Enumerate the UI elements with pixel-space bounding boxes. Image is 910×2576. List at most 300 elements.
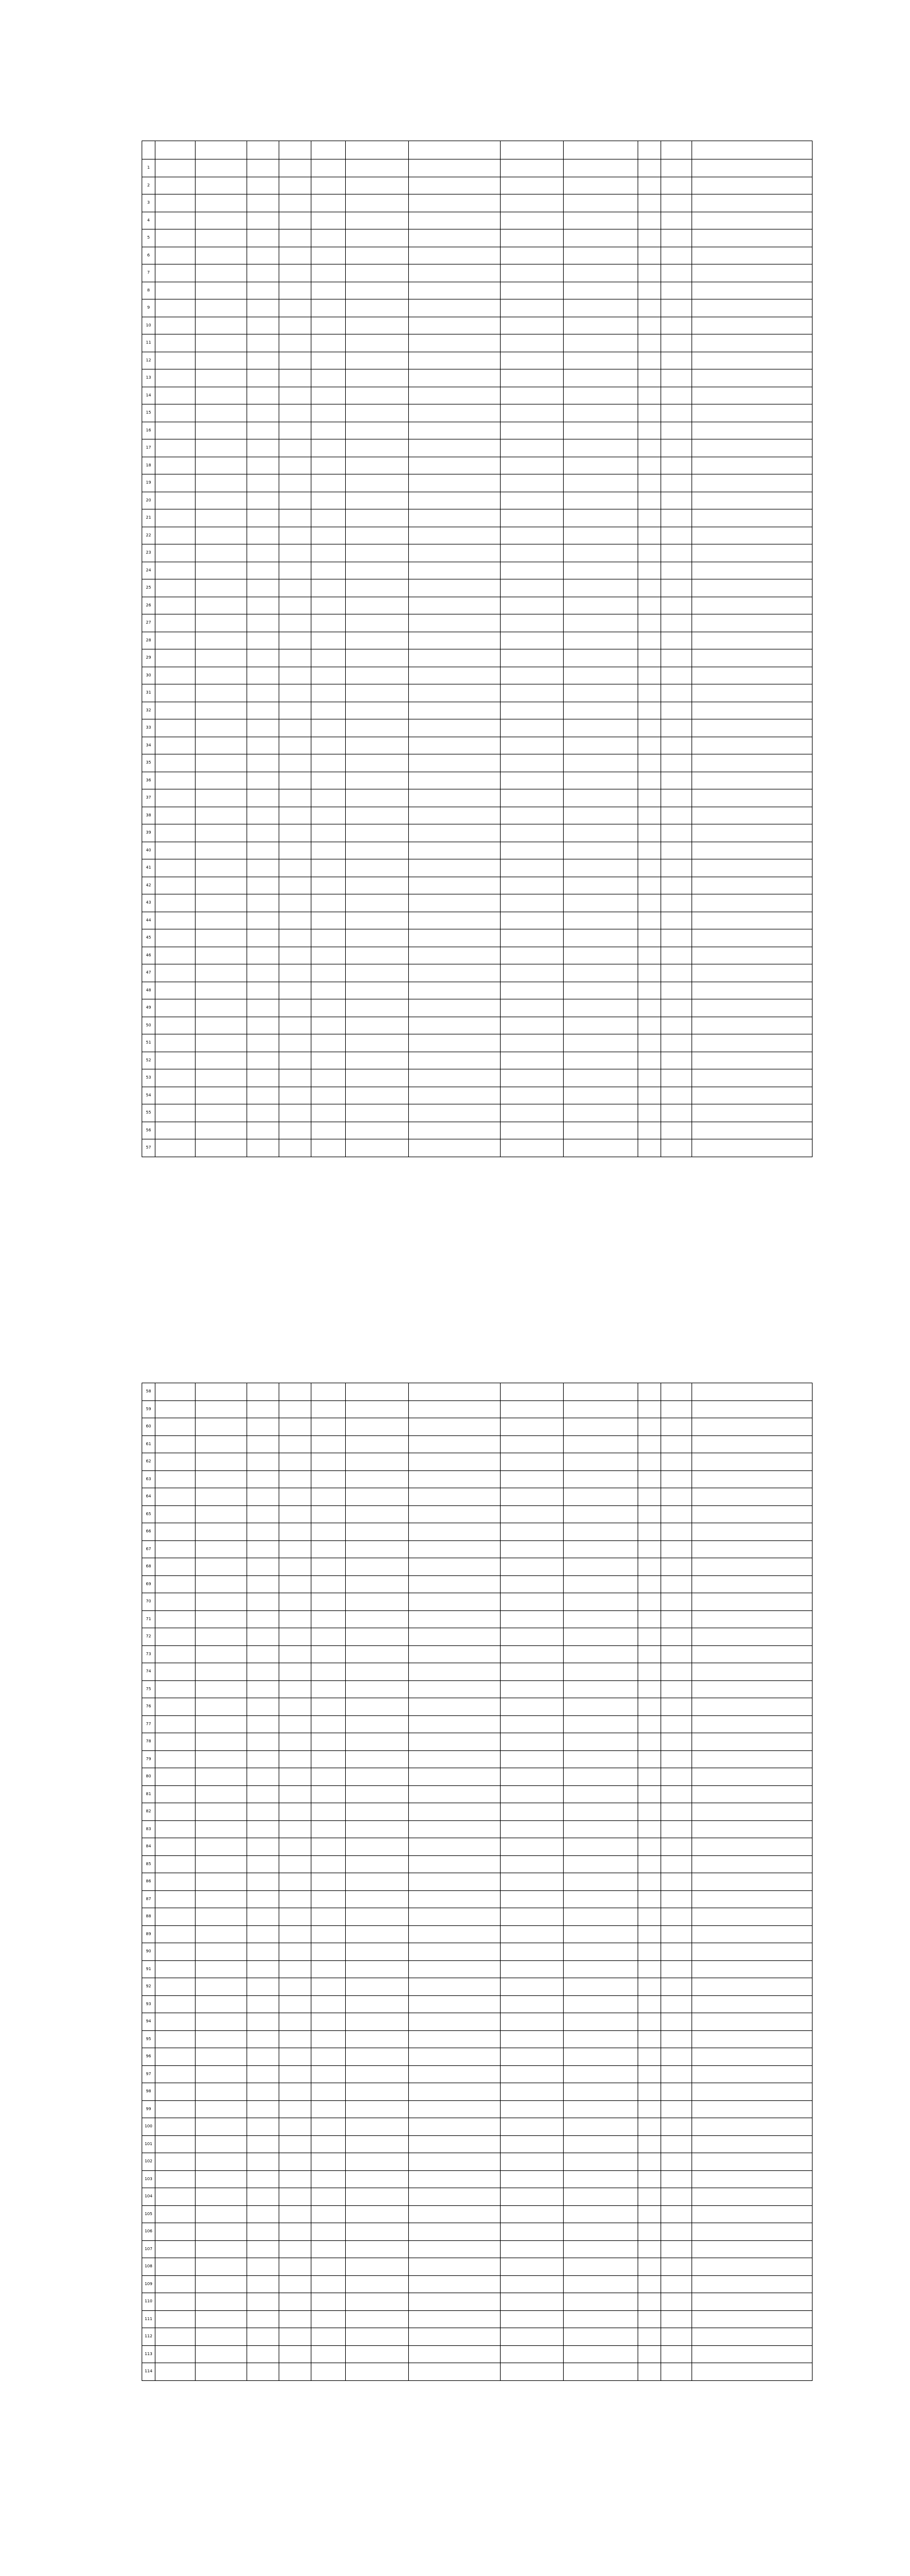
table-cell bbox=[409, 1453, 501, 1471]
table-cell bbox=[409, 1558, 501, 1576]
row-number-cell: 79 bbox=[142, 1750, 155, 1768]
table-cell bbox=[346, 2170, 409, 2188]
table-cell bbox=[564, 334, 638, 352]
table-cell bbox=[409, 1087, 501, 1104]
table-row bbox=[142, 1750, 813, 1768]
table-cell bbox=[247, 229, 279, 247]
table-cell bbox=[409, 1943, 501, 1961]
table-cell bbox=[501, 422, 564, 439]
table-cell bbox=[196, 2205, 247, 2223]
table-cell bbox=[638, 1890, 661, 1908]
table-cell bbox=[346, 2205, 409, 2223]
table-cell bbox=[247, 649, 279, 667]
table-cell bbox=[196, 982, 247, 999]
table-cell bbox=[279, 1733, 311, 1751]
table-cell bbox=[196, 1523, 247, 1541]
table-row bbox=[142, 544, 813, 562]
table-row bbox=[142, 2065, 813, 2083]
table-cell bbox=[692, 2135, 813, 2153]
table-cell bbox=[638, 999, 661, 1017]
table-cell bbox=[501, 1139, 564, 1157]
table-cell bbox=[311, 597, 346, 614]
table-cell bbox=[155, 807, 196, 824]
table-row bbox=[142, 1505, 813, 1523]
table-row bbox=[142, 527, 813, 544]
row-number-cell: 71 bbox=[142, 1610, 155, 1628]
table-cell bbox=[692, 702, 813, 719]
table-cell bbox=[311, 1803, 346, 1821]
table-cell bbox=[247, 1453, 279, 1471]
table-cell bbox=[564, 264, 638, 282]
table-cell bbox=[311, 1488, 346, 1506]
table-cell bbox=[564, 789, 638, 807]
row-number-cell: 99 bbox=[142, 2100, 155, 2118]
table-cell bbox=[247, 1803, 279, 1821]
table-row bbox=[142, 2100, 813, 2118]
table-cell bbox=[564, 1139, 638, 1157]
table-row bbox=[142, 1069, 813, 1087]
table-cell bbox=[155, 947, 196, 964]
row-number-cell: 108 bbox=[142, 2258, 155, 2276]
table-cell bbox=[661, 807, 692, 824]
row-number-cell: 39 bbox=[142, 824, 155, 842]
table-cell bbox=[279, 2048, 311, 2066]
table-cell bbox=[564, 877, 638, 894]
table-cell bbox=[196, 2328, 247, 2346]
table-cell bbox=[692, 1558, 813, 1576]
table-cell bbox=[692, 684, 813, 702]
table-cell bbox=[638, 474, 661, 492]
table-cell bbox=[311, 1034, 346, 1052]
header-cell bbox=[155, 141, 196, 159]
table-cell bbox=[247, 1540, 279, 1558]
table-cell bbox=[346, 999, 409, 1017]
table-cell bbox=[346, 1750, 409, 1768]
table-cell bbox=[661, 2345, 692, 2363]
table-cell bbox=[409, 912, 501, 929]
table-cell bbox=[501, 999, 564, 1017]
table-cell bbox=[692, 894, 813, 912]
table-cell bbox=[564, 1715, 638, 1733]
table-cell bbox=[661, 2013, 692, 2031]
table-cell bbox=[346, 422, 409, 439]
table-cell bbox=[661, 649, 692, 667]
table-cell bbox=[692, 597, 813, 614]
table-cell bbox=[661, 824, 692, 842]
table-cell bbox=[638, 457, 661, 474]
table-cell bbox=[196, 387, 247, 404]
table-cell bbox=[638, 1139, 661, 1157]
table-cell bbox=[196, 649, 247, 667]
table-cell bbox=[661, 2135, 692, 2153]
table-cell bbox=[692, 1698, 813, 1716]
table-cell bbox=[692, 1052, 813, 1069]
table-cell bbox=[692, 1400, 813, 1418]
table-row bbox=[142, 1838, 813, 1856]
table-cell bbox=[661, 1453, 692, 1471]
table-cell bbox=[196, 562, 247, 579]
table-cell bbox=[409, 614, 501, 632]
table-cell bbox=[196, 544, 247, 562]
table-cell bbox=[501, 684, 564, 702]
table-cell bbox=[247, 2135, 279, 2153]
table-cell bbox=[409, 1663, 501, 1681]
table-cell bbox=[661, 1087, 692, 1104]
table-cell bbox=[247, 1418, 279, 1436]
table-cell bbox=[279, 544, 311, 562]
table-cell bbox=[501, 1995, 564, 2013]
table-cell bbox=[196, 2223, 247, 2241]
table-cell bbox=[409, 579, 501, 597]
row-number-cell: 58 bbox=[142, 1383, 155, 1401]
table-cell bbox=[501, 1435, 564, 1453]
table-cell bbox=[661, 789, 692, 807]
table-cell bbox=[501, 1855, 564, 1873]
table-cell bbox=[564, 1052, 638, 1069]
table-cell bbox=[155, 1750, 196, 1768]
table-cell bbox=[661, 667, 692, 684]
table-cell bbox=[279, 2345, 311, 2363]
table-cell bbox=[501, 824, 564, 842]
table-cell bbox=[155, 877, 196, 894]
table-cell bbox=[247, 2118, 279, 2136]
table-cell bbox=[638, 1978, 661, 1996]
table-cell bbox=[501, 1925, 564, 1943]
table-row bbox=[142, 1139, 813, 1157]
table-cell bbox=[155, 912, 196, 929]
table-cell bbox=[155, 999, 196, 1017]
table-cell bbox=[311, 754, 346, 772]
table-cell bbox=[638, 352, 661, 369]
table-cell bbox=[346, 2223, 409, 2241]
table-cell bbox=[661, 2170, 692, 2188]
table-cell bbox=[501, 1104, 564, 1122]
table-cell bbox=[196, 2118, 247, 2136]
table-cell bbox=[311, 229, 346, 247]
table-cell bbox=[247, 1087, 279, 1104]
table-cell bbox=[196, 1104, 247, 1122]
table-cell bbox=[279, 1017, 311, 1034]
table-cell bbox=[279, 1960, 311, 1978]
table-cell bbox=[661, 1488, 692, 1506]
table-row bbox=[142, 2118, 813, 2136]
table-cell bbox=[638, 282, 661, 299]
table-cell bbox=[638, 194, 661, 212]
table-cell bbox=[196, 772, 247, 789]
table-cell bbox=[409, 194, 501, 212]
table-row bbox=[142, 772, 813, 789]
table-cell bbox=[661, 1978, 692, 1996]
table-cell bbox=[311, 317, 346, 334]
table-cell bbox=[346, 1453, 409, 1471]
table-cell bbox=[638, 807, 661, 824]
table-row bbox=[142, 1087, 813, 1104]
table-cell bbox=[409, 2275, 501, 2293]
header-cell bbox=[501, 141, 564, 159]
row-number-cell: 10 bbox=[142, 317, 155, 334]
table-cell bbox=[279, 1435, 311, 1453]
row-number-cell: 74 bbox=[142, 1663, 155, 1681]
table-cell bbox=[661, 387, 692, 404]
table-cell bbox=[661, 404, 692, 422]
row-number-cell: 89 bbox=[142, 1925, 155, 1943]
table-cell bbox=[346, 1087, 409, 1104]
table-cell bbox=[661, 1034, 692, 1052]
table-cell bbox=[409, 2205, 501, 2223]
table-cell bbox=[501, 1558, 564, 1576]
table-cell bbox=[155, 982, 196, 999]
table-cell bbox=[279, 282, 311, 299]
table-cell bbox=[564, 2048, 638, 2066]
table-cell bbox=[247, 1610, 279, 1628]
table-cell bbox=[692, 964, 813, 982]
table-cell bbox=[346, 177, 409, 194]
table-cell bbox=[279, 457, 311, 474]
table-cell bbox=[501, 2258, 564, 2276]
table-cell bbox=[564, 632, 638, 649]
table-cell bbox=[196, 719, 247, 737]
table-cell bbox=[409, 2188, 501, 2206]
table-cell bbox=[311, 352, 346, 369]
table-cell bbox=[311, 194, 346, 212]
table-cell bbox=[346, 1052, 409, 1069]
table-cell bbox=[247, 1069, 279, 1087]
table-cell bbox=[501, 964, 564, 982]
row-number-cell: 29 bbox=[142, 649, 155, 667]
table-cell bbox=[346, 264, 409, 282]
table-cell bbox=[247, 562, 279, 579]
table-cell bbox=[346, 1890, 409, 1908]
table-cell bbox=[564, 597, 638, 614]
table-cell bbox=[346, 2188, 409, 2206]
table-cell bbox=[247, 842, 279, 859]
table-cell bbox=[409, 737, 501, 754]
table-cell bbox=[247, 2275, 279, 2293]
table-cell bbox=[501, 579, 564, 597]
table-cell bbox=[501, 1960, 564, 1978]
table-cell bbox=[692, 422, 813, 439]
table-cell bbox=[247, 369, 279, 387]
table-cell bbox=[409, 334, 501, 352]
table-cell bbox=[638, 527, 661, 544]
table-cell bbox=[311, 1610, 346, 1628]
table-cell bbox=[346, 1628, 409, 1646]
table-cell bbox=[661, 352, 692, 369]
table-cell bbox=[346, 877, 409, 894]
table-cell bbox=[692, 789, 813, 807]
table-cell bbox=[638, 1680, 661, 1698]
row-number-cell: 37 bbox=[142, 789, 155, 807]
row-number-cell: 14 bbox=[142, 387, 155, 404]
table-cell bbox=[501, 807, 564, 824]
table-cell bbox=[196, 317, 247, 334]
table-cell bbox=[279, 562, 311, 579]
row-number-cell: 59 bbox=[142, 1400, 155, 1418]
table-cell bbox=[279, 842, 311, 859]
table-cell bbox=[638, 1803, 661, 1821]
table-cell bbox=[661, 2188, 692, 2206]
table-cell bbox=[155, 1855, 196, 1873]
table-cell bbox=[279, 912, 311, 929]
row-number-cell: 90 bbox=[142, 1943, 155, 1961]
table-cell bbox=[346, 2345, 409, 2363]
table-cell bbox=[638, 2153, 661, 2171]
table-cell bbox=[196, 2363, 247, 2381]
table-cell bbox=[661, 369, 692, 387]
table-cell bbox=[638, 754, 661, 772]
table-row bbox=[142, 1960, 813, 1978]
table-cell bbox=[661, 544, 692, 562]
table-cell bbox=[638, 894, 661, 912]
table-cell bbox=[638, 1052, 661, 1069]
table-cell bbox=[346, 1733, 409, 1751]
table-cell bbox=[692, 2328, 813, 2346]
table-cell bbox=[564, 212, 638, 229]
table-cell bbox=[196, 194, 247, 212]
table-cell bbox=[155, 352, 196, 369]
table-cell bbox=[155, 1698, 196, 1716]
table-cell bbox=[279, 1925, 311, 1943]
table-cell bbox=[501, 1733, 564, 1751]
table-cell bbox=[247, 1768, 279, 1786]
table-cell bbox=[564, 509, 638, 527]
table-cell bbox=[346, 1017, 409, 1034]
table-cell bbox=[247, 824, 279, 842]
table-cell bbox=[564, 684, 638, 702]
table-cell bbox=[247, 912, 279, 929]
table-cell bbox=[247, 597, 279, 614]
table-cell bbox=[311, 1663, 346, 1681]
table-cell bbox=[279, 632, 311, 649]
table-cell bbox=[564, 614, 638, 632]
table-cell bbox=[346, 1470, 409, 1488]
table-cell bbox=[196, 474, 247, 492]
table-cell bbox=[692, 1820, 813, 1838]
table-cell bbox=[501, 2363, 564, 2381]
table-cell bbox=[247, 2345, 279, 2363]
row-number-cell: 4 bbox=[142, 212, 155, 229]
table-cell bbox=[501, 334, 564, 352]
table-cell bbox=[661, 1610, 692, 1628]
table-cell bbox=[311, 1995, 346, 2013]
row-number-cell: 70 bbox=[142, 1593, 155, 1611]
table-cell bbox=[196, 1470, 247, 1488]
table-cell bbox=[564, 457, 638, 474]
table-cell bbox=[501, 317, 564, 334]
table-cell bbox=[638, 1715, 661, 1733]
table-cell bbox=[279, 492, 311, 509]
table-cell bbox=[661, 947, 692, 964]
table-cell bbox=[501, 2205, 564, 2223]
table-cell bbox=[692, 1715, 813, 1733]
table-cell bbox=[346, 2310, 409, 2328]
table-row bbox=[142, 859, 813, 877]
table-cell bbox=[661, 474, 692, 492]
table-cell bbox=[564, 159, 638, 177]
table-cell bbox=[692, 1733, 813, 1751]
table-cell bbox=[346, 1488, 409, 1506]
header-cell bbox=[311, 141, 346, 159]
table-cell bbox=[638, 2013, 661, 2031]
table-cell bbox=[247, 282, 279, 299]
table-cell bbox=[564, 807, 638, 824]
table-cell bbox=[279, 929, 311, 947]
table-cell bbox=[661, 212, 692, 229]
row-number-cell: 17 bbox=[142, 439, 155, 457]
table-cell bbox=[409, 1575, 501, 1593]
table-row bbox=[142, 1558, 813, 1576]
table-row bbox=[142, 2363, 813, 2381]
table-cell bbox=[346, 1995, 409, 2013]
table-cell bbox=[279, 2188, 311, 2206]
table-cell bbox=[196, 2188, 247, 2206]
table-cell bbox=[692, 1663, 813, 1681]
table-cell bbox=[692, 754, 813, 772]
table-cell bbox=[155, 2363, 196, 2381]
table-row bbox=[142, 1855, 813, 1873]
table-cell bbox=[501, 1680, 564, 1698]
table-cell bbox=[279, 1995, 311, 2013]
table-row bbox=[142, 1523, 813, 1541]
table-cell bbox=[409, 2048, 501, 2066]
table-cell bbox=[638, 684, 661, 702]
table-cell bbox=[564, 1087, 638, 1104]
table-cell bbox=[247, 1715, 279, 1733]
header-cell bbox=[279, 141, 311, 159]
table-cell bbox=[501, 1052, 564, 1069]
table-cell bbox=[247, 492, 279, 509]
row-number-cell: 23 bbox=[142, 544, 155, 562]
table-cell bbox=[247, 317, 279, 334]
table-cell bbox=[409, 1505, 501, 1523]
table-cell bbox=[279, 387, 311, 404]
table-cell bbox=[661, 492, 692, 509]
table-cell bbox=[155, 1069, 196, 1087]
table-cell bbox=[661, 1435, 692, 1453]
table-cell bbox=[409, 2030, 501, 2048]
table-row bbox=[142, 1698, 813, 1716]
table-cell bbox=[247, 1104, 279, 1122]
table-cell bbox=[501, 912, 564, 929]
table-cell bbox=[564, 1820, 638, 1838]
table-row bbox=[142, 1540, 813, 1558]
table-cell bbox=[692, 247, 813, 264]
table-cell bbox=[346, 159, 409, 177]
table-cell bbox=[311, 737, 346, 754]
table-cell bbox=[311, 1960, 346, 1978]
table-row bbox=[142, 1663, 813, 1681]
table-cell bbox=[638, 2240, 661, 2258]
table-cell bbox=[196, 1663, 247, 1681]
table-cell bbox=[638, 1873, 661, 1891]
table-cell bbox=[564, 1505, 638, 1523]
table-cell bbox=[638, 702, 661, 719]
table-cell bbox=[501, 1768, 564, 1786]
table-cell bbox=[196, 807, 247, 824]
table-cell bbox=[661, 159, 692, 177]
table-cell bbox=[196, 1785, 247, 1803]
table-cell bbox=[196, 1803, 247, 1821]
table-cell bbox=[501, 2118, 564, 2136]
table-cell bbox=[247, 2100, 279, 2118]
row-number-cell: 9 bbox=[142, 299, 155, 317]
table-cell bbox=[155, 1908, 196, 1926]
table-cell bbox=[155, 737, 196, 754]
table-cell bbox=[638, 2205, 661, 2223]
table-cell bbox=[692, 2205, 813, 2223]
table-cell bbox=[311, 1855, 346, 1873]
table-cell bbox=[692, 457, 813, 474]
